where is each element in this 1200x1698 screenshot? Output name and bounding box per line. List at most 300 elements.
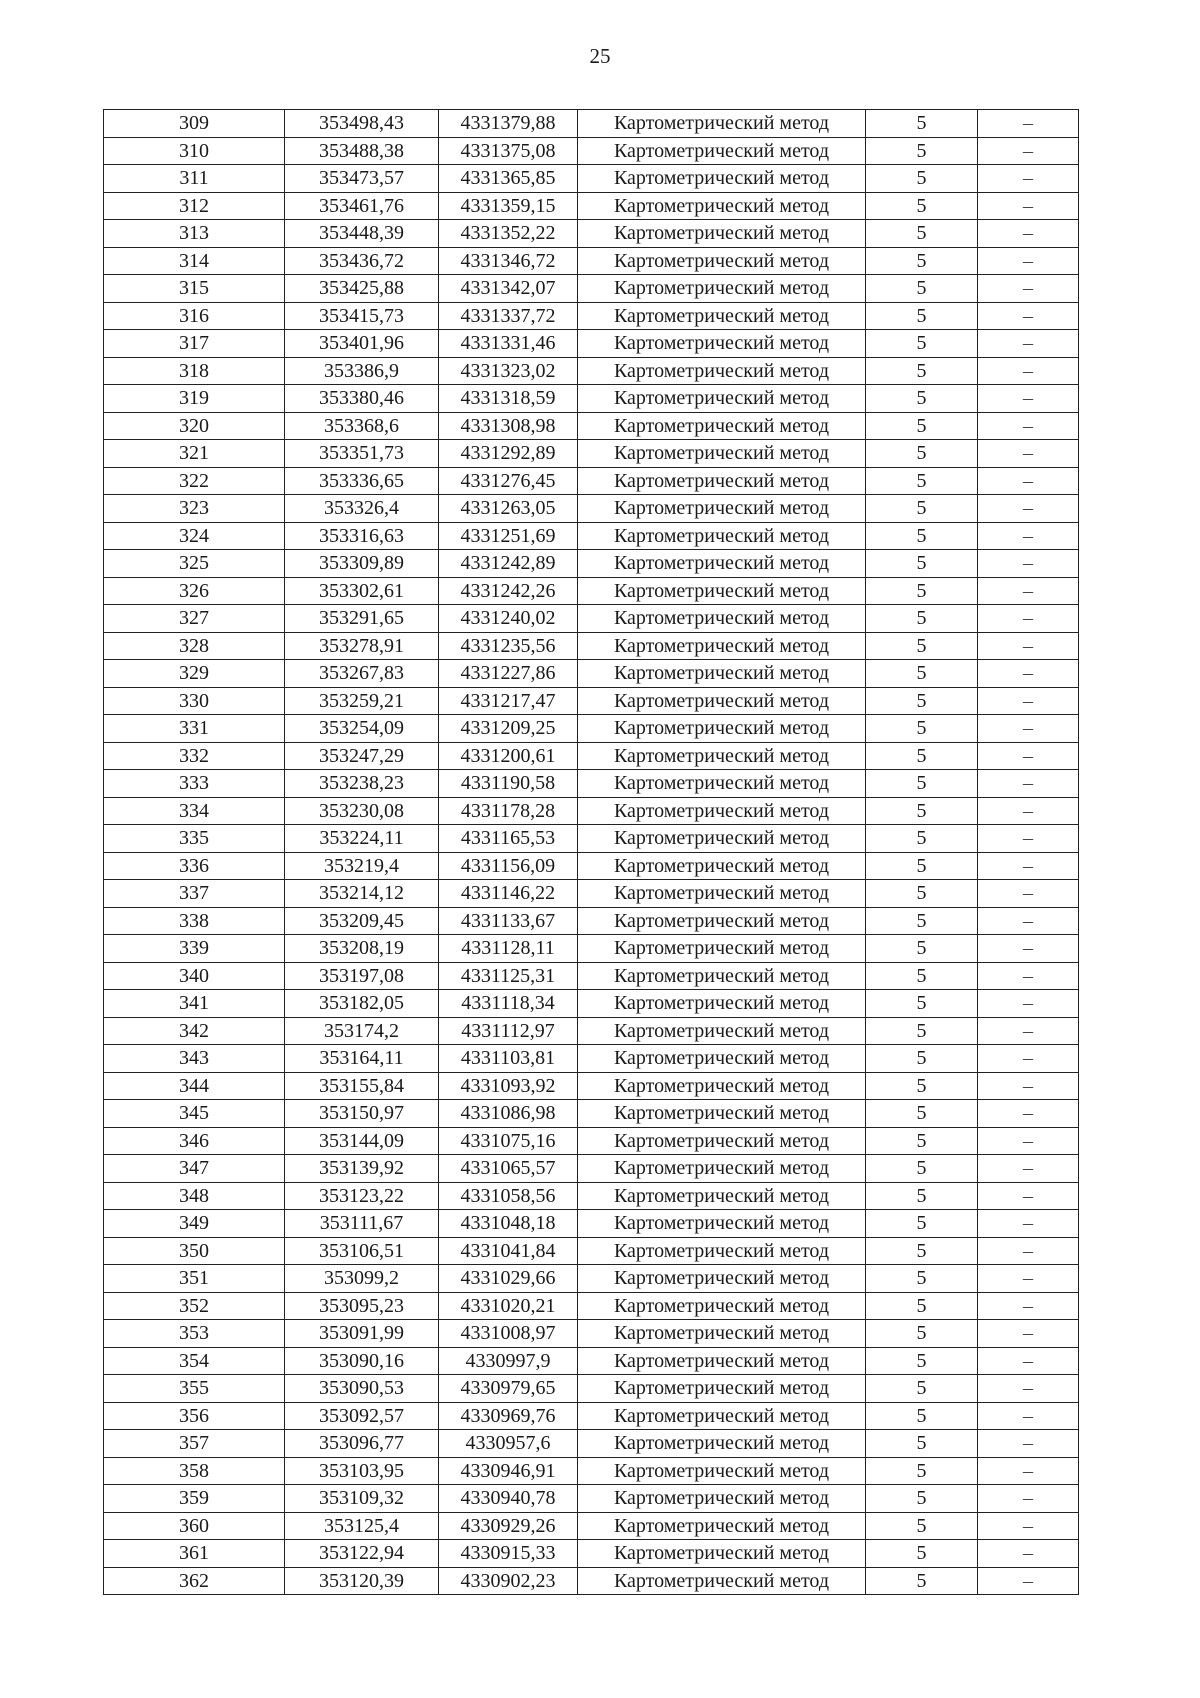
note-cell: – bbox=[978, 1402, 1079, 1430]
note-cell: – bbox=[978, 1512, 1079, 1540]
y-coordinate-cell: 4331029,66 bbox=[439, 1265, 578, 1293]
point-number-cell: 342 bbox=[104, 1017, 285, 1045]
point-number-cell: 350 bbox=[104, 1237, 285, 1265]
note-cell: – bbox=[978, 1127, 1079, 1155]
accuracy-cell: 5 bbox=[866, 440, 978, 468]
point-number-cell: 343 bbox=[104, 1045, 285, 1073]
point-number-cell: 330 bbox=[104, 687, 285, 715]
method-cell: Картометрический метод bbox=[578, 1017, 866, 1045]
y-coordinate-cell: 4330997,9 bbox=[439, 1347, 578, 1375]
x-coordinate-cell: 353106,51 bbox=[285, 1237, 439, 1265]
accuracy-cell: 5 bbox=[866, 577, 978, 605]
note-cell: – bbox=[978, 1072, 1079, 1100]
method-cell: Картометрический метод bbox=[578, 220, 866, 248]
x-coordinate-cell: 353109,32 bbox=[285, 1485, 439, 1513]
note-cell: – bbox=[978, 660, 1079, 688]
accuracy-cell: 5 bbox=[866, 1045, 978, 1073]
x-coordinate-cell: 353111,67 bbox=[285, 1210, 439, 1238]
point-number-cell: 332 bbox=[104, 742, 285, 770]
x-coordinate-cell: 353099,2 bbox=[285, 1265, 439, 1293]
accuracy-cell: 5 bbox=[866, 1292, 978, 1320]
note-cell: – bbox=[978, 330, 1079, 358]
accuracy-cell: 5 bbox=[866, 852, 978, 880]
y-coordinate-cell: 4331308,98 bbox=[439, 412, 578, 440]
note-cell: – bbox=[978, 1457, 1079, 1485]
table-row bbox=[104, 467, 1079, 495]
note-cell: – bbox=[978, 495, 1079, 523]
accuracy-cell: 5 bbox=[866, 385, 978, 413]
accuracy-cell: 5 bbox=[866, 220, 978, 248]
x-coordinate-cell: 353302,61 bbox=[285, 577, 439, 605]
y-coordinate-cell: 4331276,45 bbox=[439, 467, 578, 495]
x-coordinate-cell: 353120,39 bbox=[285, 1567, 439, 1595]
point-number-cell: 344 bbox=[104, 1072, 285, 1100]
accuracy-cell: 5 bbox=[866, 192, 978, 220]
point-number-cell: 335 bbox=[104, 825, 285, 853]
point-number-cell: 329 bbox=[104, 660, 285, 688]
accuracy-cell: 5 bbox=[866, 962, 978, 990]
table-row bbox=[104, 962, 1079, 990]
table-row bbox=[104, 632, 1079, 660]
method-cell: Картометрический метод bbox=[578, 632, 866, 660]
table-row bbox=[104, 1045, 1079, 1073]
note-cell: – bbox=[978, 687, 1079, 715]
note-cell: – bbox=[978, 797, 1079, 825]
method-cell: Картометрический метод bbox=[578, 605, 866, 633]
y-coordinate-cell: 4331292,89 bbox=[439, 440, 578, 468]
accuracy-cell: 5 bbox=[866, 1347, 978, 1375]
method-cell: Картометрический метод bbox=[578, 797, 866, 825]
point-number-cell: 328 bbox=[104, 632, 285, 660]
x-coordinate-cell: 353214,12 bbox=[285, 880, 439, 908]
table-row bbox=[104, 1155, 1079, 1183]
note-cell: – bbox=[978, 605, 1079, 633]
point-number-cell: 362 bbox=[104, 1567, 285, 1595]
table-row bbox=[104, 550, 1079, 578]
y-coordinate-cell: 4331128,11 bbox=[439, 935, 578, 963]
x-coordinate-cell: 353368,6 bbox=[285, 412, 439, 440]
table-row bbox=[104, 110, 1079, 138]
table-row bbox=[104, 770, 1079, 798]
method-cell: Картометрический метод bbox=[578, 1072, 866, 1100]
table-row bbox=[104, 137, 1079, 165]
table-row bbox=[104, 1457, 1079, 1485]
y-coordinate-cell: 4330946,91 bbox=[439, 1457, 578, 1485]
accuracy-cell: 5 bbox=[866, 715, 978, 743]
x-coordinate-cell: 353155,84 bbox=[285, 1072, 439, 1100]
y-coordinate-cell: 4331112,97 bbox=[439, 1017, 578, 1045]
note-cell: – bbox=[978, 385, 1079, 413]
table-row bbox=[104, 1567, 1079, 1595]
accuracy-cell: 5 bbox=[866, 1127, 978, 1155]
y-coordinate-cell: 4331146,22 bbox=[439, 880, 578, 908]
method-cell: Картометрический метод bbox=[578, 852, 866, 880]
y-coordinate-cell: 4331048,18 bbox=[439, 1210, 578, 1238]
note-cell: – bbox=[978, 880, 1079, 908]
note-cell: – bbox=[978, 1540, 1079, 1568]
method-cell: Картометрический метод bbox=[578, 935, 866, 963]
table-row bbox=[104, 1100, 1079, 1128]
point-number-cell: 346 bbox=[104, 1127, 285, 1155]
x-coordinate-cell: 353401,96 bbox=[285, 330, 439, 358]
x-coordinate-cell: 353488,38 bbox=[285, 137, 439, 165]
table-row bbox=[104, 1320, 1079, 1348]
method-cell: Картометрический метод bbox=[578, 1485, 866, 1513]
method-cell: Картометрический метод bbox=[578, 880, 866, 908]
y-coordinate-cell: 4331217,47 bbox=[439, 687, 578, 715]
y-coordinate-cell: 4331240,02 bbox=[439, 605, 578, 633]
point-number-cell: 326 bbox=[104, 577, 285, 605]
accuracy-cell: 5 bbox=[866, 605, 978, 633]
note-cell: – bbox=[978, 1430, 1079, 1458]
note-cell: – bbox=[978, 577, 1079, 605]
method-cell: Картометрический метод bbox=[578, 1045, 866, 1073]
point-number-cell: 336 bbox=[104, 852, 285, 880]
note-cell: – bbox=[978, 715, 1079, 743]
accuracy-cell: 5 bbox=[866, 1485, 978, 1513]
note-cell: – bbox=[978, 275, 1079, 303]
table-row bbox=[104, 990, 1079, 1018]
table-row bbox=[104, 1402, 1079, 1430]
y-coordinate-cell: 4331379,88 bbox=[439, 110, 578, 138]
accuracy-cell: 5 bbox=[866, 1237, 978, 1265]
table-row bbox=[104, 192, 1079, 220]
method-cell: Картометрический метод bbox=[578, 1127, 866, 1155]
y-coordinate-cell: 4331156,09 bbox=[439, 852, 578, 880]
accuracy-cell: 5 bbox=[866, 1320, 978, 1348]
table-row bbox=[104, 1237, 1079, 1265]
table-row bbox=[104, 165, 1079, 193]
accuracy-cell: 5 bbox=[866, 742, 978, 770]
method-cell: Картометрический метод bbox=[578, 825, 866, 853]
x-coordinate-cell: 353209,45 bbox=[285, 907, 439, 935]
accuracy-cell: 5 bbox=[866, 1375, 978, 1403]
point-number-cell: 333 bbox=[104, 770, 285, 798]
note-cell: – bbox=[978, 1485, 1079, 1513]
table-row bbox=[104, 605, 1079, 633]
note-cell: – bbox=[978, 1375, 1079, 1403]
table-row bbox=[104, 1512, 1079, 1540]
y-coordinate-cell: 4330969,76 bbox=[439, 1402, 578, 1430]
note-cell: – bbox=[978, 1320, 1079, 1348]
table-row bbox=[104, 852, 1079, 880]
coordinates-table bbox=[103, 109, 1079, 1595]
y-coordinate-cell: 4331165,53 bbox=[439, 825, 578, 853]
point-number-cell: 322 bbox=[104, 467, 285, 495]
table-row bbox=[104, 1210, 1079, 1238]
y-coordinate-cell: 4331209,25 bbox=[439, 715, 578, 743]
table-row bbox=[104, 330, 1079, 358]
x-coordinate-cell: 353351,73 bbox=[285, 440, 439, 468]
method-cell: Картометрический метод bbox=[578, 1375, 866, 1403]
point-number-cell: 317 bbox=[104, 330, 285, 358]
point-number-cell: 320 bbox=[104, 412, 285, 440]
x-coordinate-cell: 353092,57 bbox=[285, 1402, 439, 1430]
point-number-cell: 334 bbox=[104, 797, 285, 825]
note-cell: – bbox=[978, 522, 1079, 550]
y-coordinate-cell: 4330929,26 bbox=[439, 1512, 578, 1540]
point-number-cell: 341 bbox=[104, 990, 285, 1018]
y-coordinate-cell: 4330915,33 bbox=[439, 1540, 578, 1568]
accuracy-cell: 5 bbox=[866, 1155, 978, 1183]
x-coordinate-cell: 353139,92 bbox=[285, 1155, 439, 1183]
note-cell: – bbox=[978, 935, 1079, 963]
x-coordinate-cell: 353096,77 bbox=[285, 1430, 439, 1458]
note-cell: – bbox=[978, 550, 1079, 578]
accuracy-cell: 5 bbox=[866, 632, 978, 660]
point-number-cell: 321 bbox=[104, 440, 285, 468]
page-number: 25 bbox=[589, 44, 611, 68]
x-coordinate-cell: 353144,09 bbox=[285, 1127, 439, 1155]
note-cell: – bbox=[978, 825, 1079, 853]
accuracy-cell: 5 bbox=[866, 357, 978, 385]
note-cell: – bbox=[978, 1182, 1079, 1210]
accuracy-cell: 5 bbox=[866, 1210, 978, 1238]
method-cell: Картометрический метод bbox=[578, 990, 866, 1018]
table-row bbox=[104, 1375, 1079, 1403]
y-coordinate-cell: 4331352,22 bbox=[439, 220, 578, 248]
x-coordinate-cell: 353174,2 bbox=[285, 1017, 439, 1045]
x-coordinate-cell: 353461,76 bbox=[285, 192, 439, 220]
table-row bbox=[104, 577, 1079, 605]
accuracy-cell: 5 bbox=[866, 687, 978, 715]
table-row bbox=[104, 385, 1079, 413]
x-coordinate-cell: 353125,4 bbox=[285, 1512, 439, 1540]
accuracy-cell: 5 bbox=[866, 1017, 978, 1045]
y-coordinate-cell: 4331020,21 bbox=[439, 1292, 578, 1320]
accuracy-cell: 5 bbox=[866, 275, 978, 303]
x-coordinate-cell: 353498,43 bbox=[285, 110, 439, 138]
method-cell: Картометрический метод bbox=[578, 440, 866, 468]
accuracy-cell: 5 bbox=[866, 825, 978, 853]
point-number-cell: 319 bbox=[104, 385, 285, 413]
table-row bbox=[104, 1540, 1079, 1568]
note-cell: – bbox=[978, 1265, 1079, 1293]
y-coordinate-cell: 4331058,56 bbox=[439, 1182, 578, 1210]
x-coordinate-cell: 353164,11 bbox=[285, 1045, 439, 1073]
table-row bbox=[104, 1292, 1079, 1320]
method-cell: Картометрический метод bbox=[578, 1237, 866, 1265]
method-cell: Картометрический метод bbox=[578, 1540, 866, 1568]
coordinates-table-body bbox=[104, 110, 1079, 1595]
point-number-cell: 349 bbox=[104, 1210, 285, 1238]
note-cell: – bbox=[978, 1017, 1079, 1045]
y-coordinate-cell: 4331263,05 bbox=[439, 495, 578, 523]
method-cell: Картометрический метод bbox=[578, 275, 866, 303]
y-coordinate-cell: 4330902,23 bbox=[439, 1567, 578, 1595]
method-cell: Картометрический метод bbox=[578, 330, 866, 358]
accuracy-cell: 5 bbox=[866, 1100, 978, 1128]
note-cell: – bbox=[978, 302, 1079, 330]
table-row bbox=[104, 935, 1079, 963]
point-number-cell: 360 bbox=[104, 1512, 285, 1540]
note-cell: – bbox=[978, 247, 1079, 275]
x-coordinate-cell: 353182,05 bbox=[285, 990, 439, 1018]
method-cell: Картометрический метод bbox=[578, 412, 866, 440]
accuracy-cell: 5 bbox=[866, 165, 978, 193]
point-number-cell: 325 bbox=[104, 550, 285, 578]
method-cell: Картометрический метод bbox=[578, 302, 866, 330]
accuracy-cell: 5 bbox=[866, 302, 978, 330]
table-row bbox=[104, 1347, 1079, 1375]
method-cell: Картометрический метод bbox=[578, 192, 866, 220]
method-cell: Картометрический метод bbox=[578, 1512, 866, 1540]
method-cell: Картометрический метод bbox=[578, 1100, 866, 1128]
x-coordinate-cell: 353380,46 bbox=[285, 385, 439, 413]
point-number-cell: 356 bbox=[104, 1402, 285, 1430]
note-cell: – bbox=[978, 770, 1079, 798]
x-coordinate-cell: 353259,21 bbox=[285, 687, 439, 715]
accuracy-cell: 5 bbox=[866, 1512, 978, 1540]
accuracy-cell: 5 bbox=[866, 880, 978, 908]
table-row bbox=[104, 1182, 1079, 1210]
point-number-cell: 339 bbox=[104, 935, 285, 963]
x-coordinate-cell: 353415,73 bbox=[285, 302, 439, 330]
point-number-cell: 338 bbox=[104, 907, 285, 935]
y-coordinate-cell: 4331323,02 bbox=[439, 357, 578, 385]
method-cell: Картометрический метод bbox=[578, 165, 866, 193]
method-cell: Картометрический метод bbox=[578, 715, 866, 743]
accuracy-cell: 5 bbox=[866, 1265, 978, 1293]
y-coordinate-cell: 4331337,72 bbox=[439, 302, 578, 330]
method-cell: Картометрический метод bbox=[578, 1320, 866, 1348]
note-cell: – bbox=[978, 110, 1079, 138]
x-coordinate-cell: 353309,89 bbox=[285, 550, 439, 578]
table-row bbox=[104, 797, 1079, 825]
x-coordinate-cell: 353425,88 bbox=[285, 275, 439, 303]
method-cell: Картометрический метод bbox=[578, 687, 866, 715]
point-number-cell: 358 bbox=[104, 1457, 285, 1485]
point-number-cell: 340 bbox=[104, 962, 285, 990]
note-cell: – bbox=[978, 1347, 1079, 1375]
x-coordinate-cell: 353247,29 bbox=[285, 742, 439, 770]
x-coordinate-cell: 353197,08 bbox=[285, 962, 439, 990]
point-number-cell: 318 bbox=[104, 357, 285, 385]
table-row bbox=[104, 1485, 1079, 1513]
y-coordinate-cell: 4331365,85 bbox=[439, 165, 578, 193]
method-cell: Картометрический метод bbox=[578, 1265, 866, 1293]
table-row bbox=[104, 275, 1079, 303]
x-coordinate-cell: 353386,9 bbox=[285, 357, 439, 385]
point-number-cell: 315 bbox=[104, 275, 285, 303]
note-cell: – bbox=[978, 962, 1079, 990]
point-number-cell: 327 bbox=[104, 605, 285, 633]
note-cell: – bbox=[978, 1210, 1079, 1238]
x-coordinate-cell: 353291,65 bbox=[285, 605, 439, 633]
accuracy-cell: 5 bbox=[866, 797, 978, 825]
table-row bbox=[104, 715, 1079, 743]
note-cell: – bbox=[978, 1237, 1079, 1265]
x-coordinate-cell: 353224,11 bbox=[285, 825, 439, 853]
table-row bbox=[104, 880, 1079, 908]
x-coordinate-cell: 353095,23 bbox=[285, 1292, 439, 1320]
x-coordinate-cell: 353122,94 bbox=[285, 1540, 439, 1568]
point-number-cell: 359 bbox=[104, 1485, 285, 1513]
accuracy-cell: 5 bbox=[866, 137, 978, 165]
method-cell: Картометрический метод bbox=[578, 1430, 866, 1458]
x-coordinate-cell: 353326,4 bbox=[285, 495, 439, 523]
y-coordinate-cell: 4331133,67 bbox=[439, 907, 578, 935]
y-coordinate-cell: 4331242,26 bbox=[439, 577, 578, 605]
table-row bbox=[104, 247, 1079, 275]
point-number-cell: 361 bbox=[104, 1540, 285, 1568]
note-cell: – bbox=[978, 907, 1079, 935]
point-number-cell: 354 bbox=[104, 1347, 285, 1375]
point-number-cell: 331 bbox=[104, 715, 285, 743]
x-coordinate-cell: 353090,53 bbox=[285, 1375, 439, 1403]
y-coordinate-cell: 4331190,58 bbox=[439, 770, 578, 798]
accuracy-cell: 5 bbox=[866, 1402, 978, 1430]
x-coordinate-cell: 353316,63 bbox=[285, 522, 439, 550]
y-coordinate-cell: 4331318,59 bbox=[439, 385, 578, 413]
y-coordinate-cell: 4331086,98 bbox=[439, 1100, 578, 1128]
y-coordinate-cell: 4331125,31 bbox=[439, 962, 578, 990]
accuracy-cell: 5 bbox=[866, 412, 978, 440]
y-coordinate-cell: 4330979,65 bbox=[439, 1375, 578, 1403]
table-row bbox=[104, 302, 1079, 330]
x-coordinate-cell: 353436,72 bbox=[285, 247, 439, 275]
note-cell: – bbox=[978, 357, 1079, 385]
method-cell: Картометрический метод bbox=[578, 1155, 866, 1183]
method-cell: Картометрический метод bbox=[578, 1210, 866, 1238]
accuracy-cell: 5 bbox=[866, 935, 978, 963]
point-number-cell: 353 bbox=[104, 1320, 285, 1348]
y-coordinate-cell: 4331103,81 bbox=[439, 1045, 578, 1073]
point-number-cell: 357 bbox=[104, 1430, 285, 1458]
point-number-cell: 310 bbox=[104, 137, 285, 165]
method-cell: Картометрический метод bbox=[578, 962, 866, 990]
x-coordinate-cell: 353091,99 bbox=[285, 1320, 439, 1348]
x-coordinate-cell: 353336,65 bbox=[285, 467, 439, 495]
table-row bbox=[104, 1430, 1079, 1458]
accuracy-cell: 5 bbox=[866, 1457, 978, 1485]
note-cell: – bbox=[978, 137, 1079, 165]
x-coordinate-cell: 353150,97 bbox=[285, 1100, 439, 1128]
accuracy-cell: 5 bbox=[866, 770, 978, 798]
method-cell: Картометрический метод bbox=[578, 1567, 866, 1595]
point-number-cell: 313 bbox=[104, 220, 285, 248]
accuracy-cell: 5 bbox=[866, 522, 978, 550]
note-cell: – bbox=[978, 632, 1079, 660]
point-number-cell: 312 bbox=[104, 192, 285, 220]
table-row bbox=[104, 687, 1079, 715]
method-cell: Картометрический метод bbox=[578, 1182, 866, 1210]
point-number-cell: 345 bbox=[104, 1100, 285, 1128]
note-cell: – bbox=[978, 1045, 1079, 1073]
y-coordinate-cell: 4331227,86 bbox=[439, 660, 578, 688]
method-cell: Картометрический метод bbox=[578, 495, 866, 523]
accuracy-cell: 5 bbox=[866, 467, 978, 495]
x-coordinate-cell: 353238,23 bbox=[285, 770, 439, 798]
x-coordinate-cell: 353123,22 bbox=[285, 1182, 439, 1210]
point-number-cell: 311 bbox=[104, 165, 285, 193]
point-number-cell: 351 bbox=[104, 1265, 285, 1293]
y-coordinate-cell: 4331242,89 bbox=[439, 550, 578, 578]
note-cell: – bbox=[978, 852, 1079, 880]
accuracy-cell: 5 bbox=[866, 1540, 978, 1568]
note-cell: – bbox=[978, 412, 1079, 440]
method-cell: Картометрический метод bbox=[578, 577, 866, 605]
method-cell: Картометрический метод bbox=[578, 770, 866, 798]
table-row bbox=[104, 660, 1079, 688]
x-coordinate-cell: 353090,16 bbox=[285, 1347, 439, 1375]
y-coordinate-cell: 4331075,16 bbox=[439, 1127, 578, 1155]
y-coordinate-cell: 4331065,57 bbox=[439, 1155, 578, 1183]
method-cell: Картометрический метод bbox=[578, 247, 866, 275]
y-coordinate-cell: 4331342,07 bbox=[439, 275, 578, 303]
y-coordinate-cell: 4331041,84 bbox=[439, 1237, 578, 1265]
method-cell: Картометрический метод bbox=[578, 1347, 866, 1375]
